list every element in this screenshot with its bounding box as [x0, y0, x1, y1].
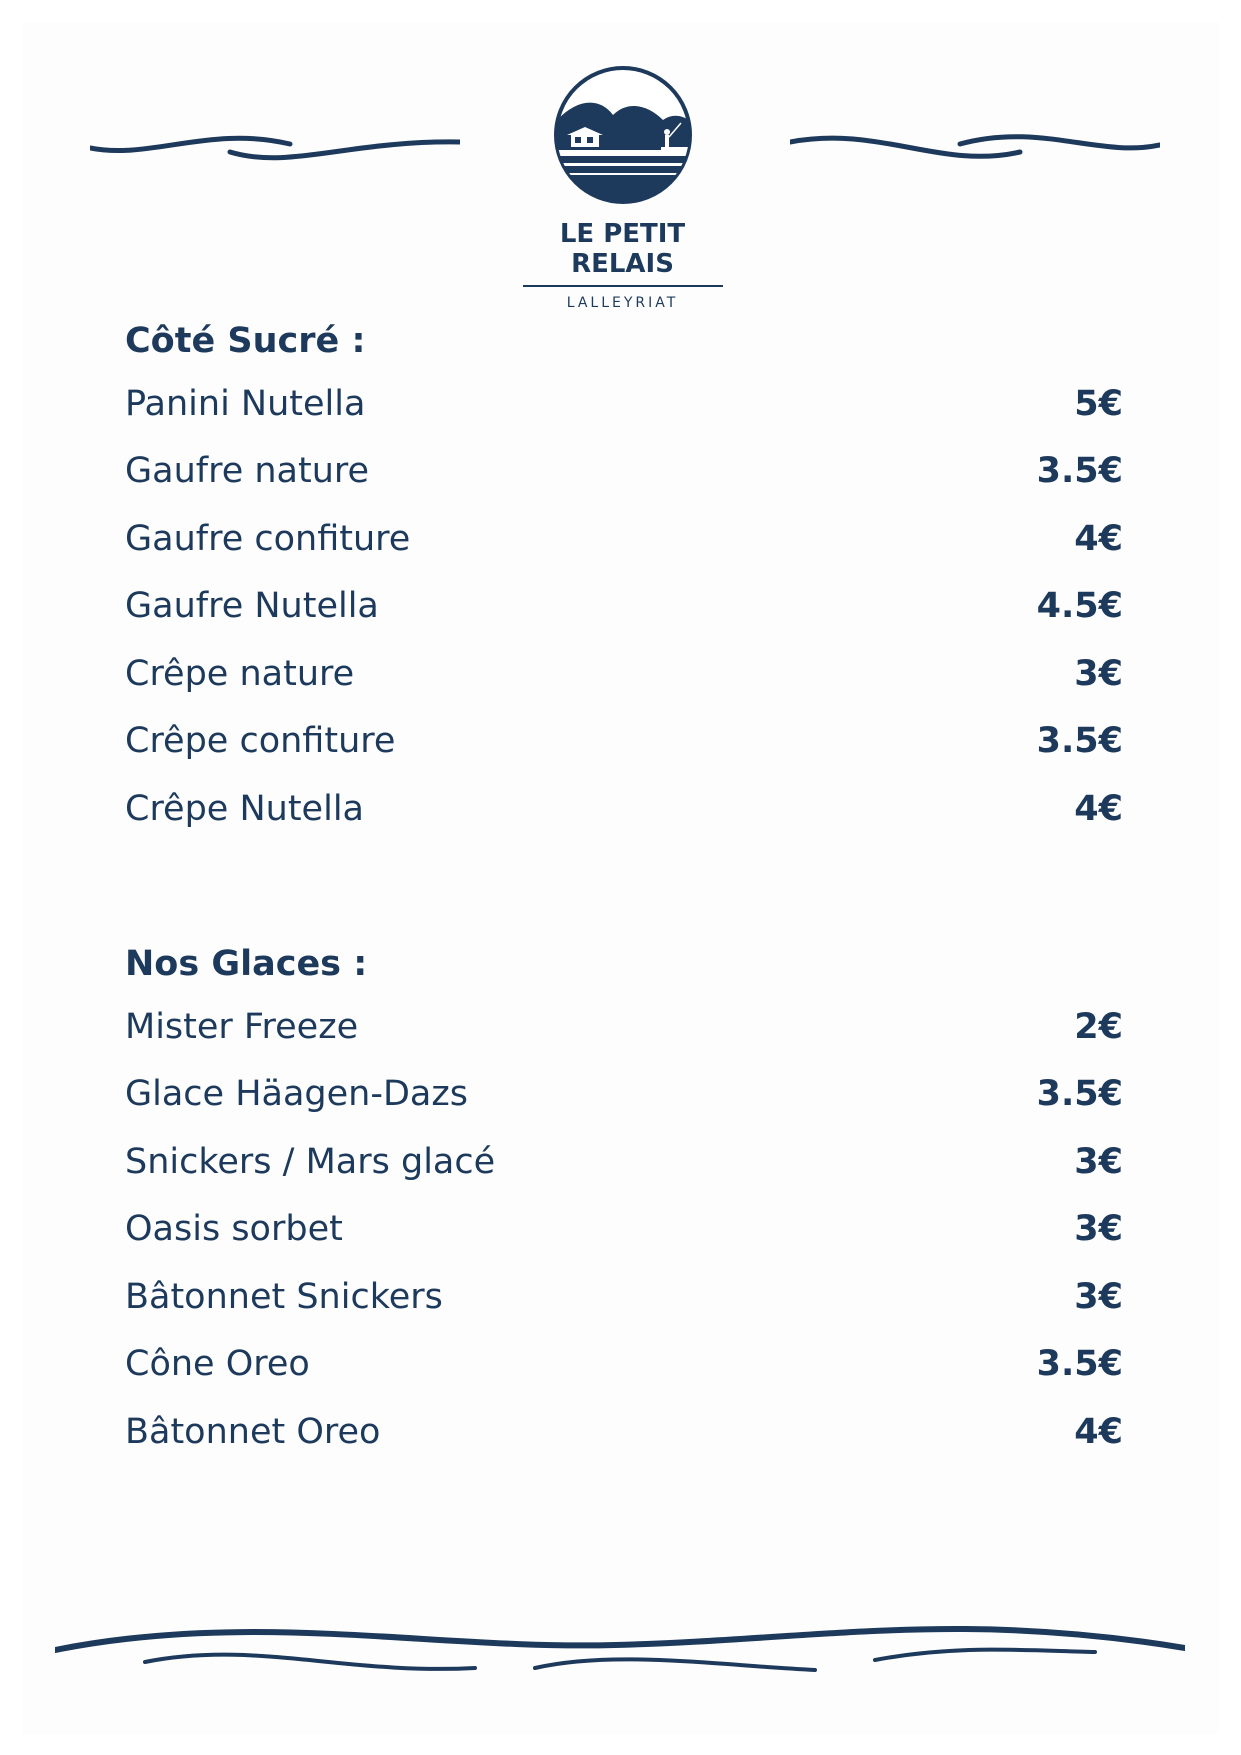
- menu-item: [125, 640, 1123, 708]
- item-price: 5€: [1074, 383, 1123, 424]
- menu-item: [125, 1196, 1123, 1264]
- item-name: Gaufre nature: [125, 451, 370, 492]
- menu-item: [125, 438, 1123, 506]
- item-name: Gaufre confiture: [125, 518, 411, 559]
- brand-location: LALLEYRIAT: [566, 295, 679, 311]
- brand-divider: [523, 285, 723, 287]
- item-price: 3.5€: [1036, 1074, 1123, 1115]
- brand-name: LE PETIT RELAIS: [559, 219, 686, 279]
- item-price: 3€: [1074, 1276, 1123, 1317]
- menu-item: [125, 505, 1123, 573]
- menu-item: [125, 775, 1123, 843]
- item-name: Glace Häagen-Dazs: [125, 1074, 468, 1115]
- item-price: 4€: [1074, 788, 1123, 829]
- item-price: 2€: [1074, 1006, 1123, 1047]
- item-name: Gaufre Nutella: [125, 586, 379, 627]
- wave-decoration-right-icon: [790, 130, 1160, 180]
- item-name: Crêpe Nutella: [125, 788, 364, 829]
- menu-section-glaces: [125, 935, 1123, 1466]
- menu-item: [125, 1263, 1123, 1331]
- item-price: 4€: [1074, 518, 1123, 559]
- wave-decoration-bottom-icon: [55, 1620, 1185, 1680]
- section-title: Côté Sucré :: [125, 321, 366, 361]
- menu-section-sucre: [125, 312, 1123, 843]
- lake-landscape-logo-icon: [553, 65, 693, 205]
- item-name: Cône Oreo: [125, 1344, 310, 1385]
- section-title: Nos Glaces :: [125, 944, 368, 984]
- menu-item: [125, 1128, 1123, 1196]
- menu-item: [125, 370, 1123, 438]
- item-name: Oasis sorbet: [125, 1209, 343, 1250]
- brand-logo: [505, 65, 740, 311]
- item-price: 3.5€: [1036, 721, 1123, 762]
- item-price: 4€: [1074, 1411, 1123, 1452]
- item-price: 3€: [1074, 1141, 1123, 1182]
- item-price: 3.5€: [1036, 451, 1123, 492]
- menu-item: [125, 573, 1123, 641]
- item-name: Mister Freeze: [125, 1006, 359, 1047]
- menu-item: [125, 993, 1123, 1061]
- menu-item: [125, 1331, 1123, 1399]
- menu-item: [125, 1061, 1123, 1129]
- item-price: 3.5€: [1036, 1344, 1123, 1385]
- item-name: Snickers / Mars glacé: [125, 1141, 496, 1182]
- item-name: Bâtonnet Oreo: [125, 1411, 381, 1452]
- item-price: 4.5€: [1036, 586, 1123, 627]
- wave-decoration-left-icon: [90, 130, 460, 180]
- item-price: 3€: [1074, 653, 1123, 694]
- menu-item: [125, 708, 1123, 776]
- item-name: Crêpe confiture: [125, 721, 396, 762]
- item-name: Panini Nutella: [125, 383, 366, 424]
- menu-item: [125, 1398, 1123, 1466]
- item-price: 3€: [1074, 1209, 1123, 1250]
- item-name: Crêpe nature: [125, 653, 355, 694]
- item-name: Bâtonnet Snickers: [125, 1276, 443, 1317]
